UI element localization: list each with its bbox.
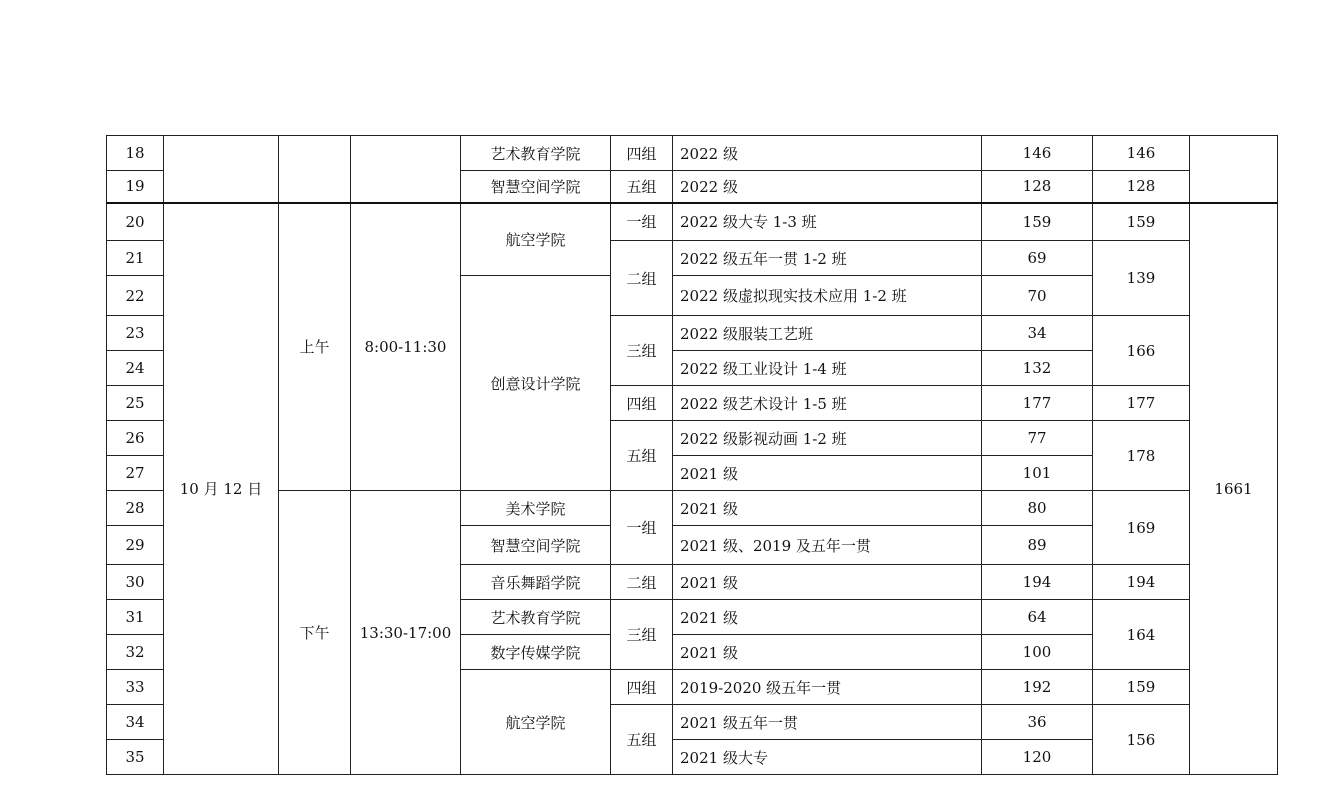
count-cell: 69 xyxy=(982,241,1093,276)
table-row xyxy=(107,203,1278,241)
row-number: 26 xyxy=(107,421,164,456)
group-cell: 四组 xyxy=(611,386,673,421)
group-total-cell: 178 xyxy=(1093,421,1190,491)
group-total-cell: 194 xyxy=(1093,565,1190,600)
grand-total-cell: 1661 xyxy=(1190,203,1278,775)
college-cell: 航空学院 xyxy=(461,203,611,276)
class-cell: 2021 级五年一贯 xyxy=(673,705,982,740)
group-total-cell: 159 xyxy=(1093,203,1190,241)
row-number: 35 xyxy=(107,740,164,775)
college-cell: 创意设计学院 xyxy=(461,276,611,491)
group-cell: 四组 xyxy=(611,136,673,171)
count-cell: 146 xyxy=(982,136,1093,171)
period-cell xyxy=(279,136,351,203)
class-cell: 2019-2020 级五年一贯 xyxy=(673,670,982,705)
class-cell: 2022 级艺术设计 1-5 班 xyxy=(673,386,982,421)
group-total-cell: 164 xyxy=(1093,600,1190,670)
count-cell: 34 xyxy=(982,316,1093,351)
college-cell: 艺术教育学院 xyxy=(461,136,611,171)
count-cell: 64 xyxy=(982,600,1093,635)
row-number: 21 xyxy=(107,241,164,276)
group-total-cell: 146 xyxy=(1093,136,1190,171)
group-total-cell: 169 xyxy=(1093,491,1190,565)
class-cell: 2022 级影视动画 1-2 班 xyxy=(673,421,982,456)
class-cell: 2022 级 xyxy=(673,136,982,171)
group-cell: 五组 xyxy=(611,171,673,203)
group-total-cell: 156 xyxy=(1093,705,1190,775)
date-cell xyxy=(164,136,279,203)
class-cell: 2021 级、2019 及五年一贯 xyxy=(673,526,982,565)
time-cell xyxy=(351,136,461,203)
row-number: 20 xyxy=(107,203,164,241)
college-cell: 智慧空间学院 xyxy=(461,171,611,203)
row-number: 19 xyxy=(107,171,164,203)
class-cell: 2022 级 xyxy=(673,171,982,203)
group-total-cell: 166 xyxy=(1093,316,1190,386)
count-cell: 120 xyxy=(982,740,1093,775)
group-cell: 三组 xyxy=(611,600,673,670)
class-cell: 2022 级工业设计 1-4 班 xyxy=(673,351,982,386)
table-row xyxy=(107,491,1278,526)
class-cell: 2022 级五年一贯 1-2 班 xyxy=(673,241,982,276)
count-cell: 80 xyxy=(982,491,1093,526)
college-cell: 艺术教育学院 xyxy=(461,600,611,635)
row-number: 33 xyxy=(107,670,164,705)
group-cell: 二组 xyxy=(611,565,673,600)
college-cell: 音乐舞蹈学院 xyxy=(461,565,611,600)
grand-total-cell xyxy=(1190,136,1278,203)
group-cell: 四组 xyxy=(611,670,673,705)
row-number: 32 xyxy=(107,635,164,670)
count-cell: 177 xyxy=(982,386,1093,421)
group-cell: 一组 xyxy=(611,491,673,565)
row-number: 27 xyxy=(107,456,164,491)
row-number: 28 xyxy=(107,491,164,526)
count-cell: 194 xyxy=(982,565,1093,600)
class-cell: 2021 级 xyxy=(673,565,982,600)
row-number: 34 xyxy=(107,705,164,740)
row-number: 18 xyxy=(107,136,164,171)
time-cell: 8:00-11:30 xyxy=(351,203,461,491)
group-total-cell: 177 xyxy=(1093,386,1190,421)
time-cell: 13:30-17:00 xyxy=(351,491,461,775)
row-number: 31 xyxy=(107,600,164,635)
count-cell: 192 xyxy=(982,670,1093,705)
count-cell: 70 xyxy=(982,276,1093,316)
count-cell: 128 xyxy=(982,171,1093,203)
count-cell: 89 xyxy=(982,526,1093,565)
group-total-cell: 139 xyxy=(1093,241,1190,316)
group-cell: 五组 xyxy=(611,421,673,491)
class-cell: 2021 级大专 xyxy=(673,740,982,775)
class-cell: 2021 级 xyxy=(673,491,982,526)
group-total-cell: 128 xyxy=(1093,171,1190,203)
class-cell: 2021 级 xyxy=(673,635,982,670)
class-cell: 2022 级服装工艺班 xyxy=(673,316,982,351)
schedule-table xyxy=(106,135,1278,775)
class-cell: 2021 级 xyxy=(673,600,982,635)
period-cell: 下午 xyxy=(279,491,351,775)
table-row xyxy=(107,136,1278,171)
group-total-cell: 159 xyxy=(1093,670,1190,705)
row-number: 30 xyxy=(107,565,164,600)
row-number: 25 xyxy=(107,386,164,421)
count-cell: 101 xyxy=(982,456,1093,491)
class-cell: 2021 级 xyxy=(673,456,982,491)
count-cell: 100 xyxy=(982,635,1093,670)
class-cell: 2022 级虚拟现实技术应用 1-2 班 xyxy=(673,276,982,316)
row-number: 23 xyxy=(107,316,164,351)
count-cell: 159 xyxy=(982,203,1093,241)
count-cell: 36 xyxy=(982,705,1093,740)
row-number: 29 xyxy=(107,526,164,565)
college-cell: 智慧空间学院 xyxy=(461,526,611,565)
group-cell: 五组 xyxy=(611,705,673,775)
group-cell: 二组 xyxy=(611,241,673,316)
class-cell: 2022 级大专 1-3 班 xyxy=(673,203,982,241)
row-number: 24 xyxy=(107,351,164,386)
group-cell: 一组 xyxy=(611,203,673,241)
count-cell: 77 xyxy=(982,421,1093,456)
college-cell: 航空学院 xyxy=(461,670,611,775)
college-cell: 美术学院 xyxy=(461,491,611,526)
row-number: 22 xyxy=(107,276,164,316)
group-cell: 三组 xyxy=(611,316,673,386)
count-cell: 132 xyxy=(982,351,1093,386)
college-cell: 数字传媒学院 xyxy=(461,635,611,670)
date-cell: 10 月 12 日 xyxy=(164,203,279,775)
period-cell: 上午 xyxy=(279,203,351,491)
